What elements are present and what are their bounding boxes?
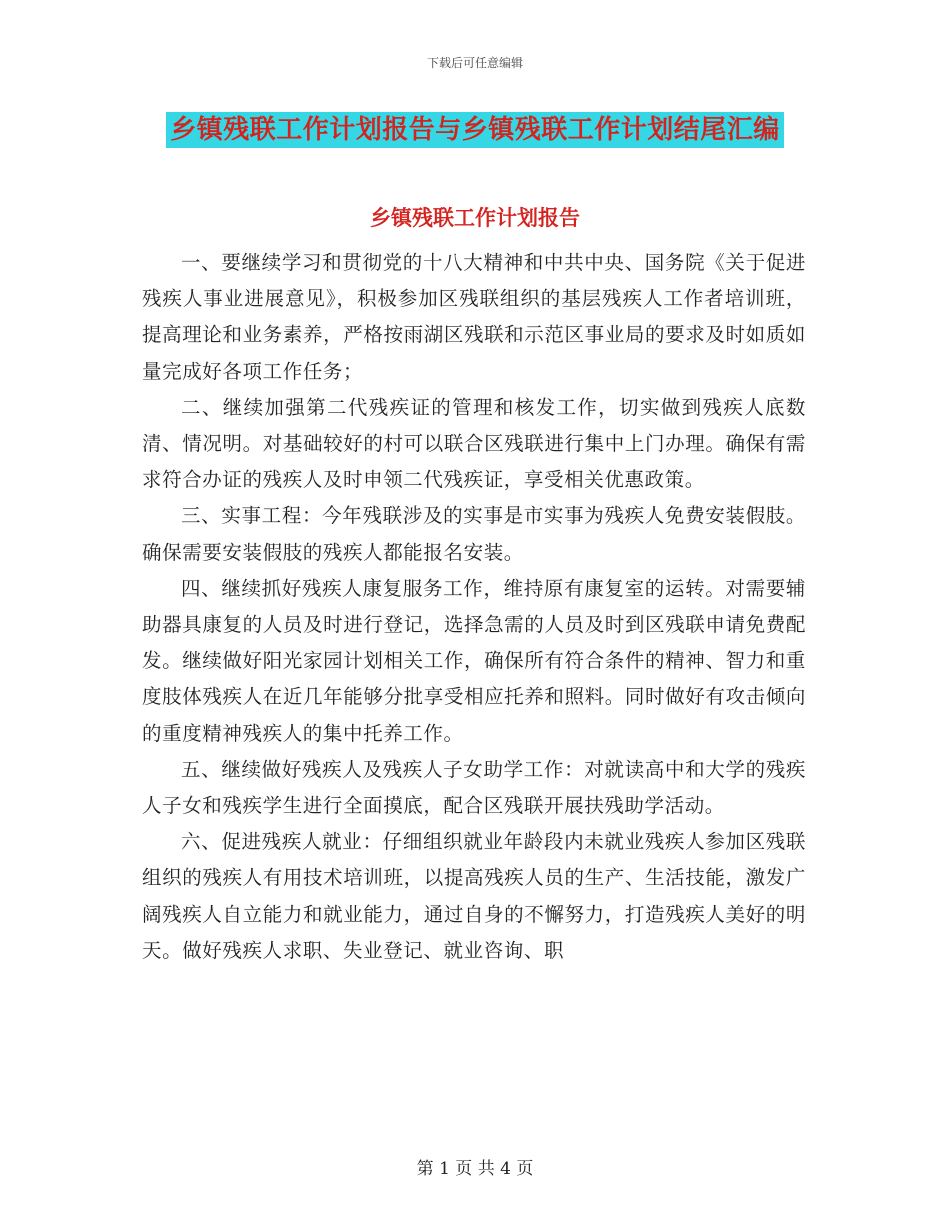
page-footer: 第 1 页 共 4 页	[416, 1159, 534, 1179]
paragraph-1: 一、要继续学习和贯彻党的十八大精神和中共中央、国务院《关于促进残疾人事业进展意见》，积极参加区残联组织的基层残疾人工作者培训班，提高理论和业务素养，严格按雨湖区残联和示范区事业局的要求及时如质如量完成好各项工作任务；	[142, 251, 806, 383]
main-title-container	[0, 112, 950, 148]
sub-title: 乡镇残联工作计划报告	[370, 206, 580, 230]
paragraph-6: 六、促进残疾人就业：仔细组织就业年龄段内未就业残疾人参加区残联组织的残疾人有用技术培训班，以提高残疾人员的生产、生活技能，激发广阔残疾人自立能力和就业能力，通过自身的不懈努力，打造残疾人美好的明天。做好残疾人求职、失业登记、就业咨询、职	[142, 830, 806, 962]
header-note: 下载后可任意编辑	[426, 56, 523, 70]
paragraph-3: 三、实事工程：今年残联涉及的实事是市实事为残疾人免费安装假肢。确保需要安装假肢的残疾人都能报名安装。	[142, 504, 806, 564]
paragraph-2: 二、继续加强第二代残疾证的管理和核发工作，切实做到残疾人底数清、情况明。对基础较好的村可以联合区残联进行集中上门办理。确保有需求符合办证的残疾人及时申领二代残疾证，享受相关优惠政策。	[142, 395, 806, 492]
paragraph-4: 四、继续抓好残疾人康复服务工作，维持原有康复室的运转。对需要辅助器具康复的人员及时进行登记，选择急需的人员及时到区残联申请免费配发。继续做好阳光家园计划相关工作，确保所有符合条件的精神、智力和重度肢体残疾人在近几年能够分批享受相应托养和照料。同时做好有攻击倾向的重度精神残疾人的集中托养工作。	[142, 576, 806, 745]
paragraph-5: 五、继续做好残疾人及残疾人子女助学工作：对就读高中和大学的残疾人子女和残疾学生进行全面摸底，配合区残联开展扶残助学活动。	[142, 757, 806, 818]
document-body	[142, 245, 806, 969]
main-title: 乡镇残联工作计划报告与乡镇残联工作计划结尾汇编	[166, 112, 784, 148]
